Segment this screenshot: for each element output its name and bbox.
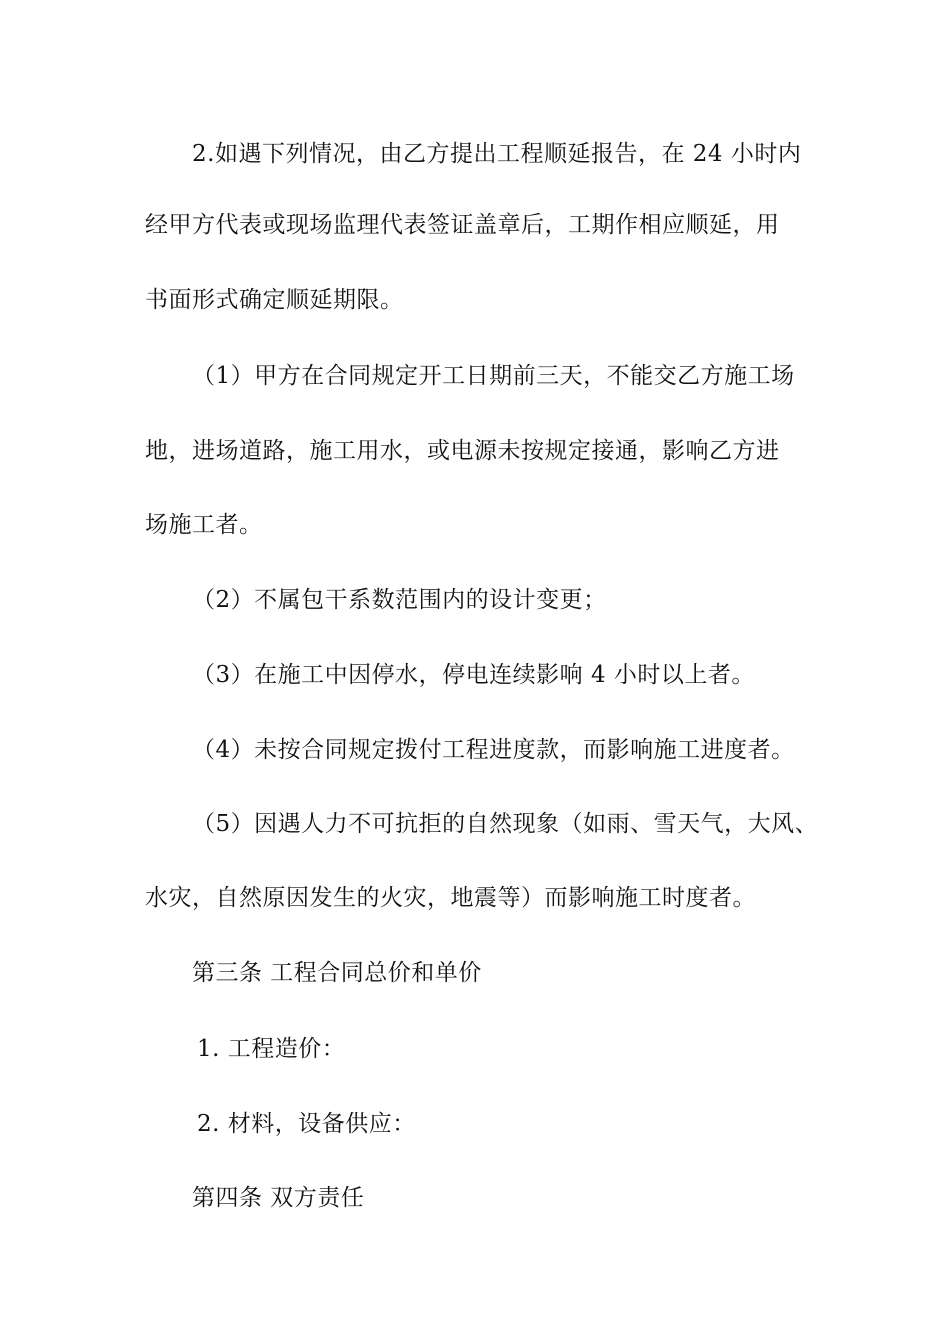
item-5-line-2: 水灾，自然原因发生的火灾，地震等）而影响施工时度者。 <box>145 885 756 911</box>
article-4-heading: 第四条 双方责任 <box>192 1185 365 1211</box>
item-1-line-1: （1）甲方在合同规定开工日期前三天，不能交乙方施工场 <box>192 363 795 389</box>
item-2: （2）不属包干系数范围内的设计变更； <box>192 587 607 613</box>
article-3-item-1: 1. 工程造价： <box>197 1036 346 1062</box>
item-1-line-3: 场施工者。 <box>145 512 263 538</box>
article-3-item-2: 2. 材料，设备供应： <box>197 1111 416 1137</box>
item-4: （4）未按合同规定拨付工程进度款，而影响施工进度者。 <box>192 737 795 763</box>
article-3-heading: 第三条 工程合同总价和单价 <box>192 960 482 986</box>
paragraph-2-line-2: 经甲方代表或现场监理代表签证盖章后，工期作相应顺延，用 <box>145 212 780 238</box>
item-1-line-2: 地，进场道路，施工用水，或电源未按规定接通，影响乙方进 <box>145 438 780 464</box>
paragraph-2-line-3: 书面形式确定顺延期限。 <box>145 287 404 313</box>
paragraph-2-line-1: 2.如遇下列情况，由乙方提出工程顺延报告，在 24 小时内 <box>192 141 802 167</box>
item-5-line-1: （5）因遇人力不可抗拒的自然现象（如雨、雪天气，大风、 <box>192 811 819 837</box>
item-3: （3）在施工中因停水，停电连续影响 4 小时以上者。 <box>192 662 755 688</box>
